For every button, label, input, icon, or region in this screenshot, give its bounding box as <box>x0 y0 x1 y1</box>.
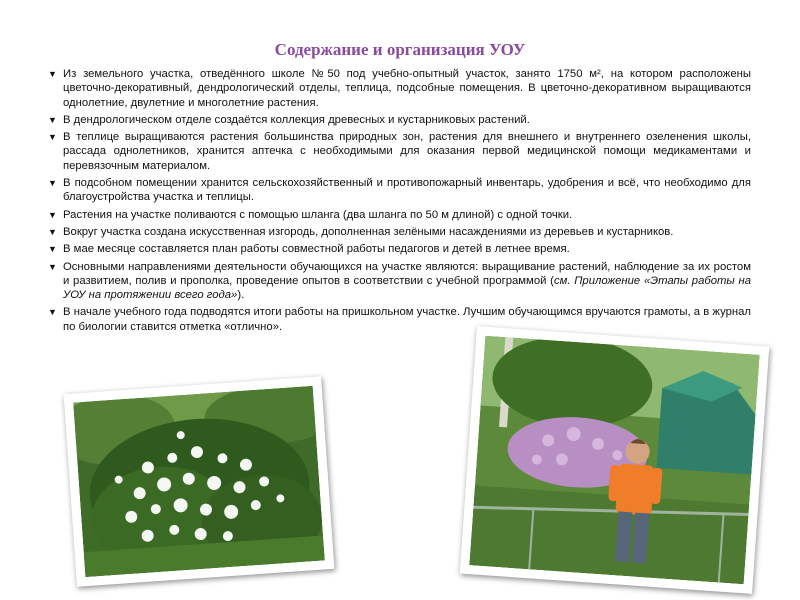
triangle-bullet-icon: ▼ <box>48 132 57 143</box>
student-garden-picture <box>469 336 759 585</box>
bullet-text-end: ). <box>237 289 245 302</box>
bullet-text: Растения на участке поливаются с помощью шланга (два шланга по 50 м длиной) с одной точки. <box>63 208 573 221</box>
bullet-item <box>48 225 751 239</box>
bullet-text: В подсобном помещении хранится сельскохозяйственный и противопожарный инвентарь, удобрения и всё, что необходимо для благоустройства участка и теплицы. <box>63 177 751 204</box>
bullet-item <box>48 208 751 222</box>
bullet-text: Основными направлениями деятельности обучающихся на участке являются: выращивание растений, наблюдение за их ростом и развитием, полив и прополка, проведение опытов в соответствии с учебной программой ( <box>63 260 751 287</box>
bullet-item <box>48 67 751 110</box>
bullet-item <box>48 260 751 303</box>
triangle-bullet-icon: ▼ <box>48 69 57 79</box>
triangle-bullet-icon: ▼ <box>48 209 57 220</box>
triangle-bullet-icon: ▼ <box>48 114 57 125</box>
bullet-item <box>48 113 751 127</box>
appendix-reference: см. Приложение «Этапы работы на УОУ на протяжении всего года» <box>63 274 751 302</box>
triangle-bullet-icon: ▼ <box>48 307 57 318</box>
bullet-item <box>48 130 751 173</box>
bullet-text: Из земельного участка, отведённого школе №50 под учебно-опытный участок, занято 1750 м², на котором расположены цветочно-декоративный, дендрологический отделы, теплица, подсобные помещения. В цветочно-декоративном выращиваются однолетние, двулетние и многолетние растения. <box>63 68 751 109</box>
slide-title: Содержание и организация УОУ <box>274 40 526 59</box>
photo-flowering-shrub <box>64 376 335 587</box>
flowering-shrub-picture <box>73 386 325 577</box>
bullet-text: В теплице выращиваются растения большинства природных зон, растения для внешнего и внутреннего озеленения школы, рассада однолетников, хранится аптечка с необходимыми для оказания первой медицинской помощи медикаментами и перевязочным материалом. <box>63 131 751 172</box>
triangle-bullet-icon: ▼ <box>48 178 57 189</box>
photo-student-in-garden <box>460 326 770 594</box>
bullet-text: В мае месяце составляется план работы совместной работы педагогов и детей в летнее время. <box>63 243 570 256</box>
bullet-text: В дендрологическом отделе создаётся коллекция древесных и кустарниковых растений. <box>63 113 530 126</box>
triangle-bullet-icon: ▼ <box>48 244 57 255</box>
bullet-item <box>48 242 751 256</box>
bullet-text: В начале учебного года подводятся итоги работы на пришкольном участке. Лучшим обучающимся вручаются грамоты, а в журнал по биологии ставится отметка «отлично». <box>63 306 751 333</box>
bullet-item <box>48 176 751 205</box>
bullet-text: Вокруг участка создана искусственная изгородь, дополненная зелёными насаждениями из деревьев и кустарников. <box>63 225 674 238</box>
triangle-bullet-icon: ▼ <box>48 261 57 272</box>
bullet-list <box>48 67 751 337</box>
bullet-item <box>48 305 751 334</box>
triangle-bullet-icon: ▼ <box>48 226 57 237</box>
